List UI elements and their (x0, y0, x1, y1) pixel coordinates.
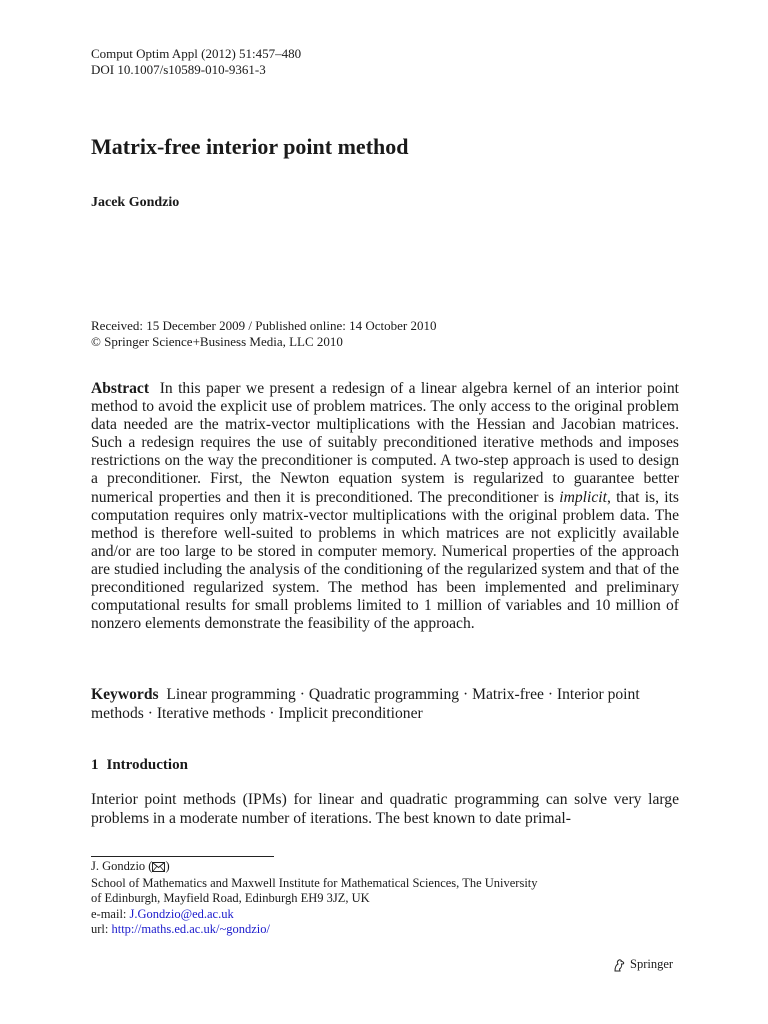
keywords-label: Keywords (91, 686, 159, 703)
received-line: Received: 15 December 2009 / Published online: 14 October 2010 (91, 318, 437, 333)
intro-paragraph: Interior point methods (IPMs) for linear and quadratic programming can solve very large problems in a moderate number of iterations. The best known to date primal- (91, 791, 679, 827)
envelope-icon[interactable] (152, 861, 165, 876)
keywords-text: Linear programming · Quadratic programming · Matrix-free · Interior point methods · Iterative methods · Implicit preconditioner (91, 686, 640, 722)
email-link[interactable]: J.Gondzio@ed.ac.uk (129, 906, 234, 921)
footnote (91, 859, 538, 937)
url-label: url: (91, 921, 112, 936)
section-title: Introduction (106, 757, 188, 773)
section-number: 1 (91, 757, 99, 773)
paper-title: Matrix-free interior point method (91, 134, 409, 159)
abstract-label: Abstract (91, 380, 150, 397)
footnote-author-line (91, 859, 538, 876)
journal-citation: Comput Optim Appl (2012) 51:457–480 (91, 46, 302, 61)
affiliation-line1: School of Mathematics and Maxwell Institute for Mathematical Sciences, The University (91, 876, 538, 891)
section-heading (91, 757, 188, 774)
abstract-text-part1: In this paper we present a redesign of a linear algebra kernel of an interior point method to avoid the explicit use of problem matrices. The only access to the original problem data needed are the matrix-vector multiplications with the Hessian and Jacobian matrices. Such a redesign requires the use of suitably preconditioned iterative methods and imposes restrictions on the way the preconditioner is computed. A two-step approach is used to design a preconditioner. First, the Newton equation system is regularized to guarantee better numerical properties and then it is preconditioned. The preconditioner is (91, 380, 680, 506)
email-line (91, 907, 538, 922)
keywords (91, 686, 679, 723)
footnote-author-close: ) (165, 859, 170, 873)
abstract-text-part2: , that is, its computation requires only matrix-vector multiplications with the original problem data. The method is therefore well-suited to problems in which matrices are not explicitly available and/or are too large to be stored in computer memory. Numerical properties of the approach are studied including the analysis of the conditioning of the regularized system and that of the preconditioned regularized system. The method has been implemented and preliminary computational results for small problems limited to 1 million of variables and 10 million of nonzero elements demonstrate the feasibility of the approach. (91, 488, 679, 633)
footnote-rule (91, 856, 274, 857)
abstract-italic-term: implicit (559, 488, 607, 506)
footnote-author: J. Gondzio ( (91, 859, 153, 873)
url-line (91, 922, 538, 937)
journal-doi: DOI 10.1007/s10589-010-9361-3 (91, 62, 266, 77)
author-name: Jacek Gondzio (91, 195, 180, 210)
affiliation-line2: of Edinburgh, Mayfield Road, Edinburgh EH9 3JZ, UK (91, 891, 370, 906)
abstract (91, 380, 679, 633)
copyright-line: © Springer Science+Business Media, LLC 2010 (91, 334, 343, 349)
publisher-mark (612, 957, 673, 972)
url-link[interactable]: http://maths.ed.ac.uk/~gondzio/ (111, 921, 270, 936)
email-label: e-mail: (91, 906, 130, 921)
publication-dates (91, 318, 437, 350)
publisher-name: Springer (630, 957, 674, 971)
springer-horse-icon (612, 958, 626, 972)
journal-header (91, 46, 301, 78)
